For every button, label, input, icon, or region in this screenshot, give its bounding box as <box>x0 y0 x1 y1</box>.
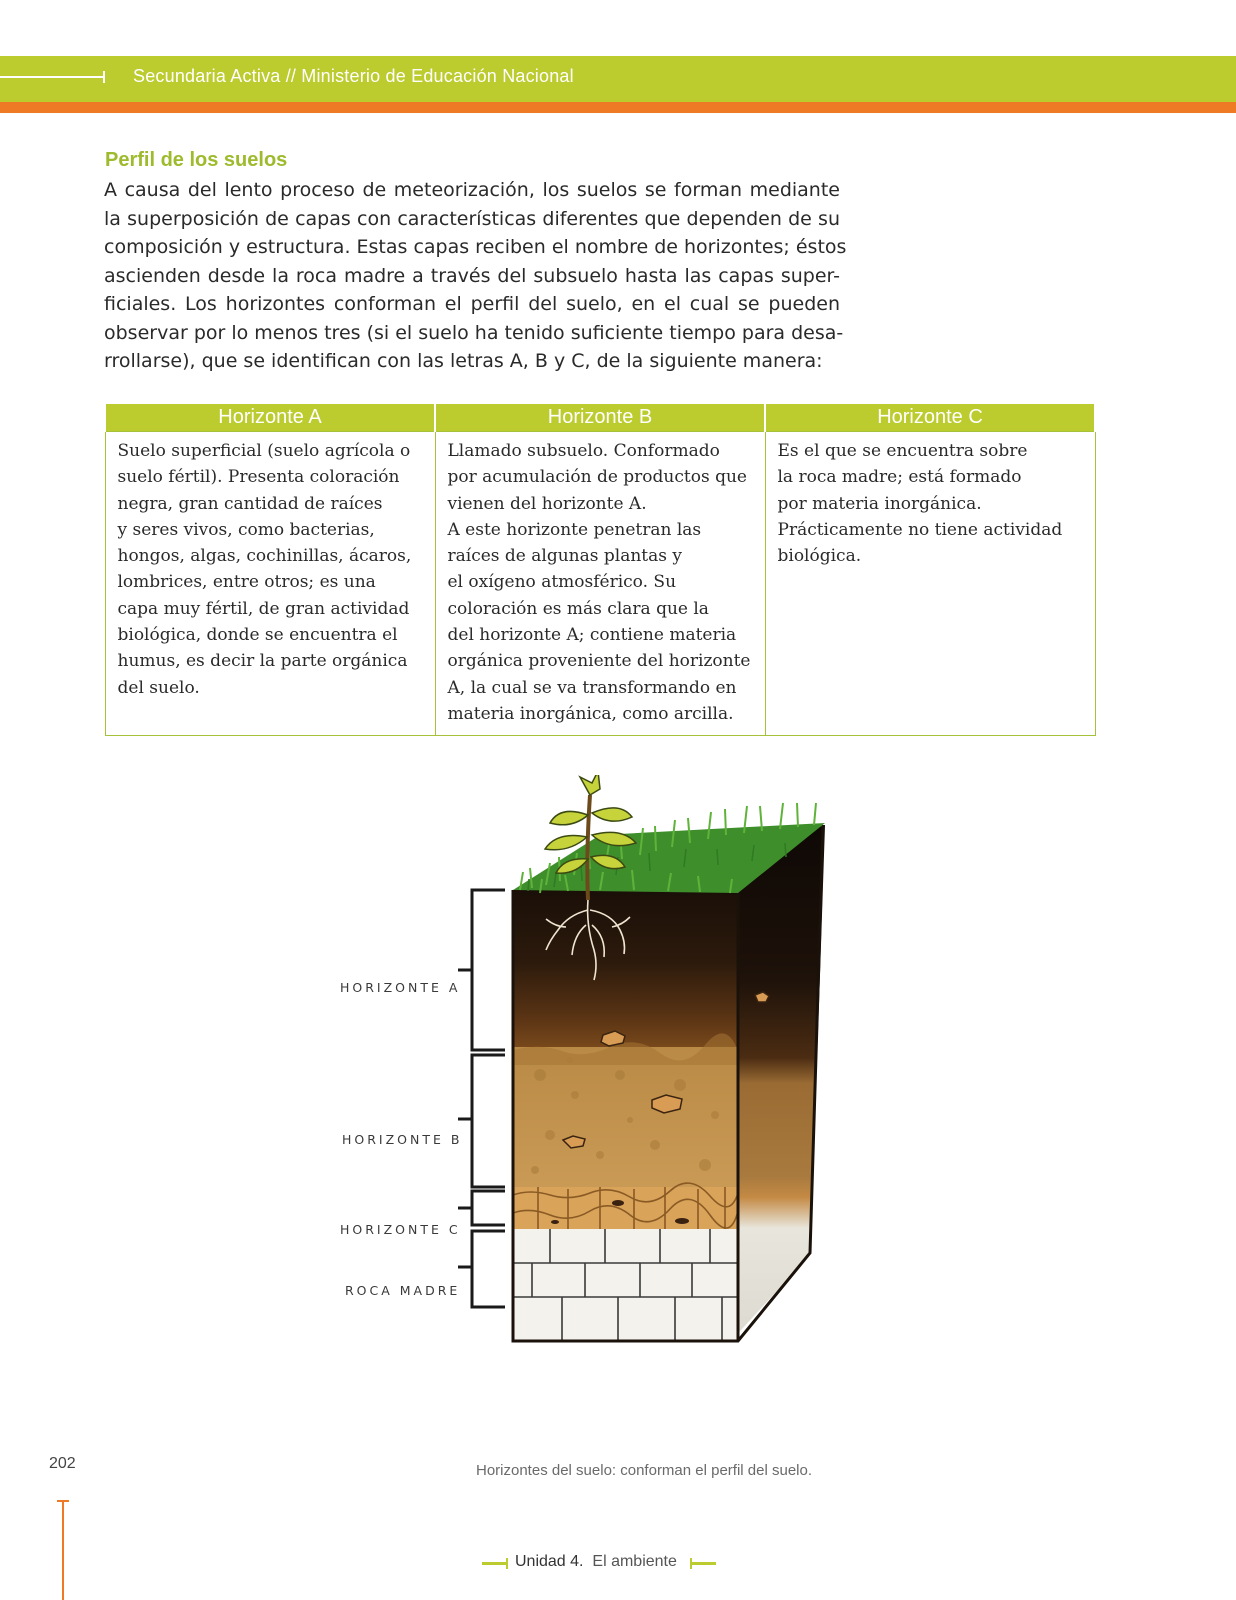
cell-horizonte-c <box>765 432 1095 736</box>
footer-unit: Unidad 4. <box>515 1553 584 1570</box>
cell-line: vienen del horizonte A. <box>447 493 647 514</box>
cell-line: Llamado subsuelo. Conformado <box>447 441 720 461</box>
cell-line: humus, es decir la parte orgánica <box>117 651 408 672</box>
header-accent-stripe <box>0 102 1236 113</box>
header-horizonte-b: Horizonte B <box>435 404 765 432</box>
footer <box>0 1552 1236 1576</box>
cell-line: el oxígeno atmosférico. Su <box>447 572 677 593</box>
section-title: Perfil de los suelos <box>105 149 288 171</box>
footer-tick-right <box>690 1558 692 1569</box>
cell-horizonte-a <box>105 432 435 736</box>
cell-line: A este horizonte penetran las <box>447 519 702 540</box>
page-margin-bar <box>62 1500 64 1600</box>
cell-line: y seres vivos, como bacterias, <box>117 519 375 540</box>
label-horizonte-a: HORIZONTE A <box>340 980 461 995</box>
label-horizonte-b: HORIZONTE B <box>342 1132 463 1147</box>
cell-line: Suelo superficial (suelo agrícola o <box>117 441 411 461</box>
table-row <box>105 432 1095 736</box>
cell-line: negra, gran cantidad de raíces <box>117 493 383 514</box>
header-rule-tick <box>103 71 105 83</box>
cell-line: orgánica proveniente del horizonte <box>447 651 751 672</box>
cell-line: materia inorgánica, como arcilla. <box>447 703 734 724</box>
cell-line: por acumulación de productos que <box>447 467 747 488</box>
cell-line: del suelo. <box>117 677 200 698</box>
intro-line: ascienden desde la roca madre a través del subsuelo hasta las capas super- <box>104 264 840 287</box>
footer-rule-left <box>482 1562 508 1565</box>
footer-text <box>515 1553 677 1571</box>
cell-line: Es el que se encuentra sobre <box>777 441 1028 461</box>
cell-line: la roca madre; está formado <box>777 467 1022 488</box>
cell-line: A, la cual se va transformando en <box>447 677 737 698</box>
header-rule <box>0 76 104 78</box>
cell-line: por materia inorgánica. <box>777 493 982 514</box>
figure-caption: Horizontes del suelo: conforman el perfil del suelo. <box>476 1462 813 1479</box>
horizon-brackets <box>458 890 505 1307</box>
header-horizonte-a: Horizonte A <box>105 404 435 432</box>
intro-line: ficiales. Los horizontes conforman el perfil del suelo, en el cual se pueden <box>104 293 840 315</box>
intro-line: A causa del lento proceso de meteorización, los suelos se forman mediante <box>104 179 840 201</box>
cell-line: capa muy fértil, de gran actividad <box>117 598 410 619</box>
intro-line: observar por lo menos tres (si el suelo ha tenido suficiente tiempo para desa- <box>104 321 844 344</box>
cell-line: coloración es más clara que la <box>447 598 709 619</box>
cell-line: raíces de algunas plantas y <box>447 546 682 567</box>
header-horizonte-c: Horizonte C <box>765 404 1095 432</box>
layer-horizonte-a <box>513 890 738 1050</box>
cell-line: lombrices, entre otros; es una <box>117 572 376 593</box>
label-roca-madre: ROCA MADRE <box>345 1283 461 1298</box>
intro-paragraph <box>104 176 847 376</box>
page-margin-bar-cap <box>57 1500 69 1502</box>
intro-line: la superposición de capas con características diferentes que dependen de su <box>104 207 840 230</box>
footer-rule-right <box>690 1562 716 1565</box>
label-horizonte-c: HORIZONTE C <box>340 1222 461 1237</box>
layer-roca-madre <box>513 1229 738 1341</box>
intro-line: composición y estructura. Estas capas reciben el nombre de horizontes; éstos <box>104 236 847 258</box>
table-header-row <box>105 404 1095 432</box>
page-number: 202 <box>49 1455 76 1472</box>
cell-line: hongos, algas, cochinillas, ácaros, <box>117 546 412 567</box>
footer-tick-left <box>506 1558 508 1569</box>
footer-title: El ambiente <box>592 1553 677 1570</box>
cell-line: biológica, donde se encuentra el <box>117 625 398 646</box>
horizons-table <box>104 404 1096 736</box>
header-title: Secundaria Activa // Ministerio de Educación Nacional <box>133 66 574 86</box>
cell-line: del horizonte A; contiene materia <box>447 625 737 646</box>
cell-line: Prácticamente no tiene actividad <box>777 519 1063 540</box>
cell-line: suelo fértil). Presenta coloración <box>117 467 400 488</box>
intro-line: rrollarse), que se identifican con las letras A, B y C, de la siguiente manera: <box>104 350 823 372</box>
cell-horizonte-b <box>435 432 765 736</box>
cell-line: biológica. <box>777 546 862 567</box>
